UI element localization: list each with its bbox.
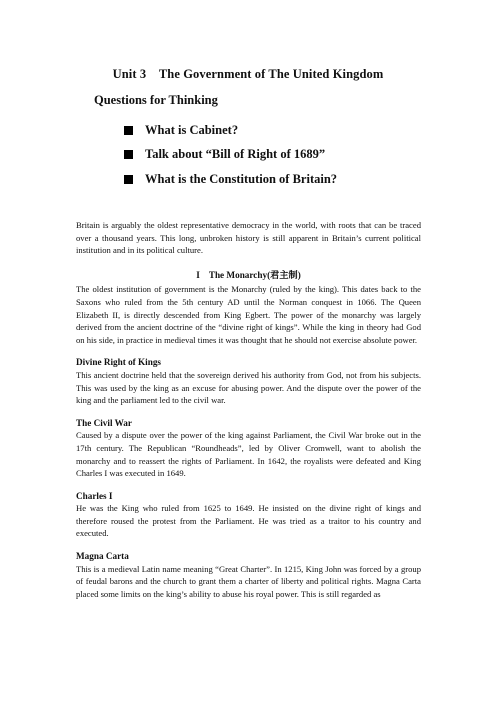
question-item xyxy=(124,167,337,192)
square-bullet-icon xyxy=(124,175,133,184)
questions-list xyxy=(124,118,337,192)
square-bullet-icon xyxy=(124,150,133,159)
question-text: Talk about “Bill of Right of 1689” xyxy=(145,147,326,162)
question-text: What is the Constitution of Britain? xyxy=(145,171,338,186)
body-text xyxy=(76,219,421,600)
subsection-paragraph: This is a medieval Latin name meaning “Great Charter”. In 1215, King John was forced by a group of feudal barons and the church to grant them a charter of liberty and political rights. Magna Carta placed some limits on the king’s ability to abuse his royal power. This is still regarded as xyxy=(76,563,421,599)
question-text: What is Cabinet? xyxy=(145,122,239,137)
subsection-paragraph: This ancient doctrine held that the sovereign derived his authority from God, not from his subjects. This was used by the king as an excuse for abusing power. And the dispute over the power of the king and the parliament led to the civil war. xyxy=(76,369,421,406)
questions-heading: Questions for Thinking xyxy=(94,93,218,107)
subsection-paragraph: He was the King who ruled from 1625 to 1649. He insisted on the divine right of kings and therefore roused the protest from the Parliament. He was tried as a traitor to his country and executed. xyxy=(76,503,421,539)
subsection-heading: Divine Right of Kings xyxy=(76,357,161,368)
section-title: I The Monarchy(君主制) xyxy=(196,269,301,280)
question-item xyxy=(124,143,337,168)
subsection-heading: Magna Carta xyxy=(76,551,129,562)
square-bullet-icon xyxy=(124,126,133,135)
question-item xyxy=(124,118,337,143)
monarchy-paragraph: The oldest institution of government is the Monarchy (ruled by the king). This dates back to the Saxons who ruled from the 5th century AD until the Norman conquest in 1066. The Queen Elizabeth II, is directly descended from King Egbert. The power of the monarchy was largely derived from the ancient doctrine of the “divine right of kings”. While the king in theory had God on his side, in practice in medieval times it was thought that he should not exercise absolute power. xyxy=(76,284,421,345)
unit-title: Unit 3 The Government of The United Kingdom xyxy=(112,67,384,81)
subsection-paragraph: Caused by a dispute over the power of the king against Parliament, the Civil War broke out in the 17th century. The Republican “Roundheads”, led by Oliver Cromwell, want to abolish the monarchy and to reassert the rights of Parliament. In 1642, the royalists were defeated and King Charles I was executed in 1649. xyxy=(76,430,421,479)
subsection-heading: The Civil War xyxy=(76,417,132,428)
intro-paragraph: Britain is arguably the oldest representative democracy in the world, with roots that can be traced over a thousand years. This long, unbroken history is still apparent in Britain’s current political institution and in its political culture. xyxy=(76,220,421,256)
subsection-heading: Charles I xyxy=(76,490,113,501)
